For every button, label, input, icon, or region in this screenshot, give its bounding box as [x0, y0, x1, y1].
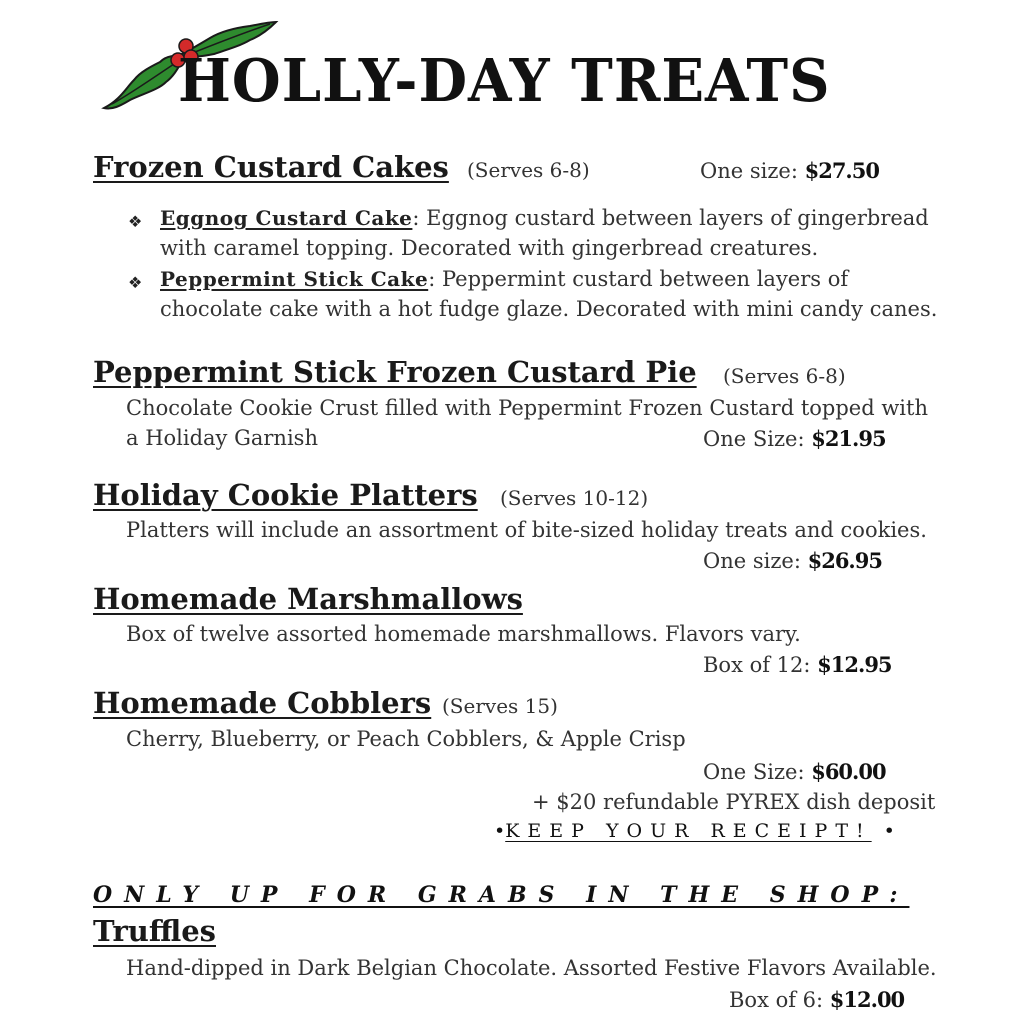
custard-cakes-serves: (Serves 6-8) [467, 158, 590, 182]
custard-cakes-heading: Frozen Custard Cakes [93, 150, 449, 184]
price-value: $60.00 [811, 759, 886, 784]
cookie-platters-desc: Platters will include an assortment of bite-sized holiday treats and cookies. [126, 518, 927, 542]
price-value: $26.95 [807, 548, 882, 573]
price-prefix: Box of 6: [729, 988, 830, 1012]
bullet-icon: • [494, 820, 506, 842]
list-item [160, 267, 848, 291]
custard-cakes-price [700, 158, 879, 183]
diamond-bullet-icon: ❖ [128, 212, 143, 231]
truffles-heading: Truffles [93, 914, 216, 948]
cookie-platters-price [703, 548, 882, 573]
item-desc: : Peppermint custard between layers of [428, 267, 849, 291]
cookie-platters-serves: (Serves 10-12) [500, 486, 649, 510]
receipt-text: KEEP YOUR RECEIPT! [505, 820, 872, 842]
custard-pie-serves: (Serves 6-8) [723, 364, 846, 388]
list-item [160, 206, 929, 230]
custard-pie-desc: Chocolate Cookie Crust filled with Peppermint Frozen Custard topped with [126, 396, 928, 420]
marshmallows-price [703, 652, 892, 677]
price-prefix: One Size: [703, 427, 812, 451]
custard-pie-desc-line2: a Holiday Garnish [126, 426, 318, 450]
shop-only-label: ONLY UP FOR GRABS IN THE SHOP: [93, 882, 910, 908]
cookie-platters-heading: Holiday Cookie Platters [93, 478, 478, 512]
custard-pie-price [703, 426, 886, 451]
price-value: $12.00 [829, 987, 905, 1012]
cobblers-serves: (Serves 15) [442, 694, 558, 718]
bullet-icon: • [883, 820, 895, 842]
custard-pie-heading: Peppermint Stick Frozen Custard Pie [93, 355, 697, 389]
item-desc-line: chocolate cake with a hot fudge glaze. Decorated with mini candy canes. [160, 297, 938, 321]
truffles-desc: Hand-dipped in Dark Belgian Chocolate. Assorted Festive Flavors Available. [126, 956, 937, 980]
marshmallows-heading: Homemade Marshmallows [93, 582, 523, 616]
price-value: $27.50 [804, 158, 879, 183]
item-desc: : Eggnog custard between layers of gingerbread [412, 206, 929, 230]
page-title: HOLLY-DAY TREATS [178, 46, 831, 116]
cobblers-receipt-note [494, 820, 895, 842]
cobblers-heading: Homemade Cobblers [93, 686, 432, 720]
price-prefix: Box of 12: [703, 653, 818, 677]
cobblers-desc: Cherry, Blueberry, or Peach Cobblers, & Apple Crisp [126, 727, 686, 751]
marshmallows-desc: Box of twelve assorted homemade marshmallows. Flavors vary. [126, 622, 801, 646]
diamond-bullet-icon: ❖ [128, 273, 143, 292]
price-value: $21.95 [811, 426, 886, 451]
cobblers-deposit: + $20 refundable PYREX dish deposit [532, 790, 936, 814]
cobblers-price [703, 759, 886, 784]
item-desc-line: with caramel topping. Decorated with gingerbread creatures. [160, 236, 819, 260]
truffles-price [729, 987, 904, 1012]
price-prefix: One Size: [703, 760, 812, 784]
price-prefix: One size: [700, 159, 805, 183]
item-name: Peppermint Stick Cake [160, 267, 429, 291]
item-name: Eggnog Custard Cake [160, 206, 413, 230]
price-value: $12.95 [817, 652, 892, 677]
price-prefix: One size: [703, 549, 808, 573]
